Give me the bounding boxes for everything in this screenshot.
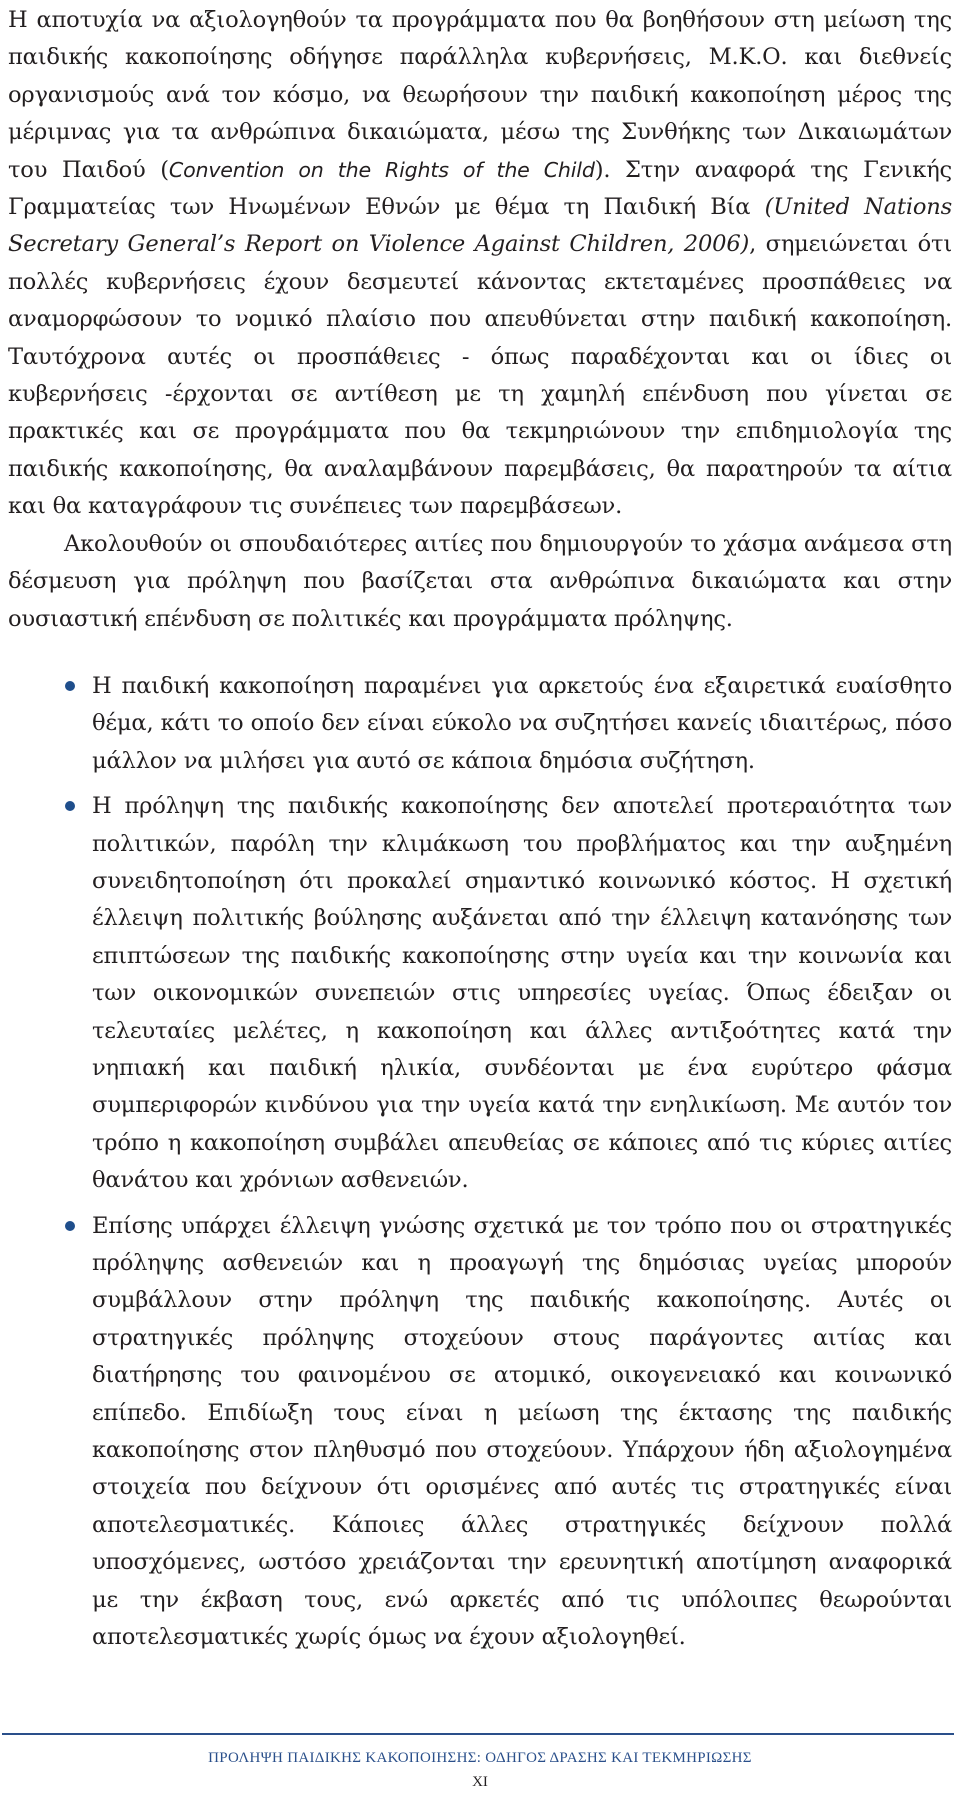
body-paragraph-1	[8, 2, 952, 526]
bullet-text: Η παιδική κακοποίηση παραμένει για αρκετούς ένα εξαιρετικά ευαίσθητο θέμα, κάτι το οποίο δεν είναι εύκολο να συζητήσει κανείς ιδιαιτέρως, πόσο μάλλον να μιλήσει για αυτό σε κάποια δημόσια συζήτηση.	[92, 672, 952, 774]
body-paragraph-2: Ακολουθούν οι σπουδαιότερες αιτίες που δημιουργούν το χάσμα ανάμεσα στη δέσμευση για πρόληψη που βασίζεται στα ανθρώπινα δικαιώματα και στην ουσιαστική επένδυση σε πολιτικές και προγράμματα πρόληψης.	[8, 530, 952, 632]
bullet-text: Η πρόληψη της παιδικής κακοποίησης δεν αποτελεί προτεραιότητα των πολιτικών, παρόλη την κλιμάκωση του προβλήματος και την αυξημένη συνειδητοποίηση ότι προκαλεί σημαντικό κοινωνικό κόστος. Η σχετική έλλειψη πολιτικής βούλησης αυξάνεται από την έλλειψη κατανόησης των επιπτώσεων της παιδικής κακοποίησης στην υγεία και την κοινωνία και των οικονομικών συνεπειών στις υπηρεσίες υγείας. Όπως έδειξαν οι τελευταίες μελέτες, η κακοποίηση και άλλες αντιξοότητες κατά την νηπιακή και παιδική ηλικία, συνδέονται με ένα ευρύτερο φάσμα συμπεριφορών κινδύνου για την υγεία κατά την ενηλικίωση. Με αυτόν τον τρόπο η κακοποίηση συμβάλει απευθείας σε κάποιες από τις κύριες αιτίες θανάτου και χρόνιων ασθενειών.	[92, 793, 952, 1194]
bullet-item	[8, 668, 952, 780]
un-report-title: (United Nations Secretary General’s Report on Violence Against Children, 2006)	[8, 194, 952, 258]
bullet-dot-icon	[65, 681, 75, 691]
footer-title: ΠΡΟΛΗΨΗ ΠΑΙΔΙΚΗΣ ΚΑΚΟΠΟΙΗΣΗΣ: ΟΔΗΓΟΣ ΔΡΑΣΗΣ ΚΑΙ ΤΕΚΜΗΡΙΩΣΗΣ	[208, 1750, 752, 1766]
paragraph-1-text-b: ). Στην αναφορά της Γενικής Γραμματείας των Ηνωμένων Εθνών με θέμα τη Παιδική Βία	[8, 156, 952, 221]
bullet-list	[8, 668, 952, 1657]
footer-divider	[2, 1733, 954, 1735]
document-page	[8, 0, 952, 1664]
paragraph-1-text-c: , σημειώνεται ότι πολλές κυβερνήσεις έχουν δεσμευτεί κάνοντας εκτεταμένες προσπάθειες να αναμορφώσουν το νομικό πλαίσιο που απευθύνεται στην παιδική κακοποίηση. Ταυτόχρονα αυτές οι προσπάθειες - όπως παραδέχονται και οι ίδιες οι κυβερνήσεις -έρχονται σε αντίθεση με τη χαμηλή επένδυση που γίνεται σε πρακτικές και σε προγράμματα που θα τεκμηριώνουν την επιδημιολογία της παιδικής κακοποίησης, θα αναλαμβάνουν παρεμβάσεις, θα παρατηρούν τα αίτια και θα καταγράφουν τις συνέπειες των παρεμβάσεων.	[8, 231, 952, 520]
bullet-dot-icon	[65, 1221, 75, 1231]
bullet-item	[8, 1208, 952, 1657]
bullet-item	[8, 788, 952, 1199]
paragraph-1-text-a: Η αποτυχία να αξιολογηθούν τα προγράμματα που θα βοηθήσουν στη μείωση της παιδικής κακοποίησης οδήγησε παράλληλα κυβερνήσεις, Μ.Κ.Ο. και διεθνείς οργανισμούς ανά τον κόσμο, να θεωρήσουν την παιδική κακοποίηση μέρος της μέριμνας για τα ανθρώπινα δικαιώματα, μέσω της Συνθήκης των Δικαιωμάτων του Παιδού (	[8, 7, 952, 183]
page-number: XI	[472, 1774, 488, 1790]
bullet-text: Επίσης υπάρχει έλλειψη γνώσης σχετικά με τον τρόπο που οι στρατηγικές πρόληψης ασθενειών και η προαγωγή της δημόσιας υγείας μπορούν συμβάλλουν στην πρόληψη της παιδικής κακοποίησης. Αυτές οι στρατηγικές πρόληψης στοχεύουν στους παράγοντες αιτίας και διατήρησης του φαινομένου σε ατομικό, οικογενειακό και κοινωνικό επίπεδο. Επιδίωξη τους είναι η μείωση της έκτασης της παιδικής κακοποίησης στον πληθυσμό που στοχεύουν. Υπάρχουν ήδη αξιολογημένα στοιχεία που δείχνουν ότι ορισμένες από αυτές τις στρατηγικές είναι αποτελεσματικές. Κάποιες άλλες στρατηγικές δείχνουν πολλά υποσχόμενες, ωστόσο χρειάζονται την ερευνητική αποτίμηση αναφορικά με την έκβαση τους, ενώ αρκετές από τις υπόλοιπες θεωρούνται αποτελεσματικές χωρίς όμως να έχουν αξιολογηθεί.	[92, 1212, 952, 1651]
convention-title: Convention on the Rights of the Child	[168, 157, 595, 182]
bullet-dot-icon	[65, 801, 75, 811]
